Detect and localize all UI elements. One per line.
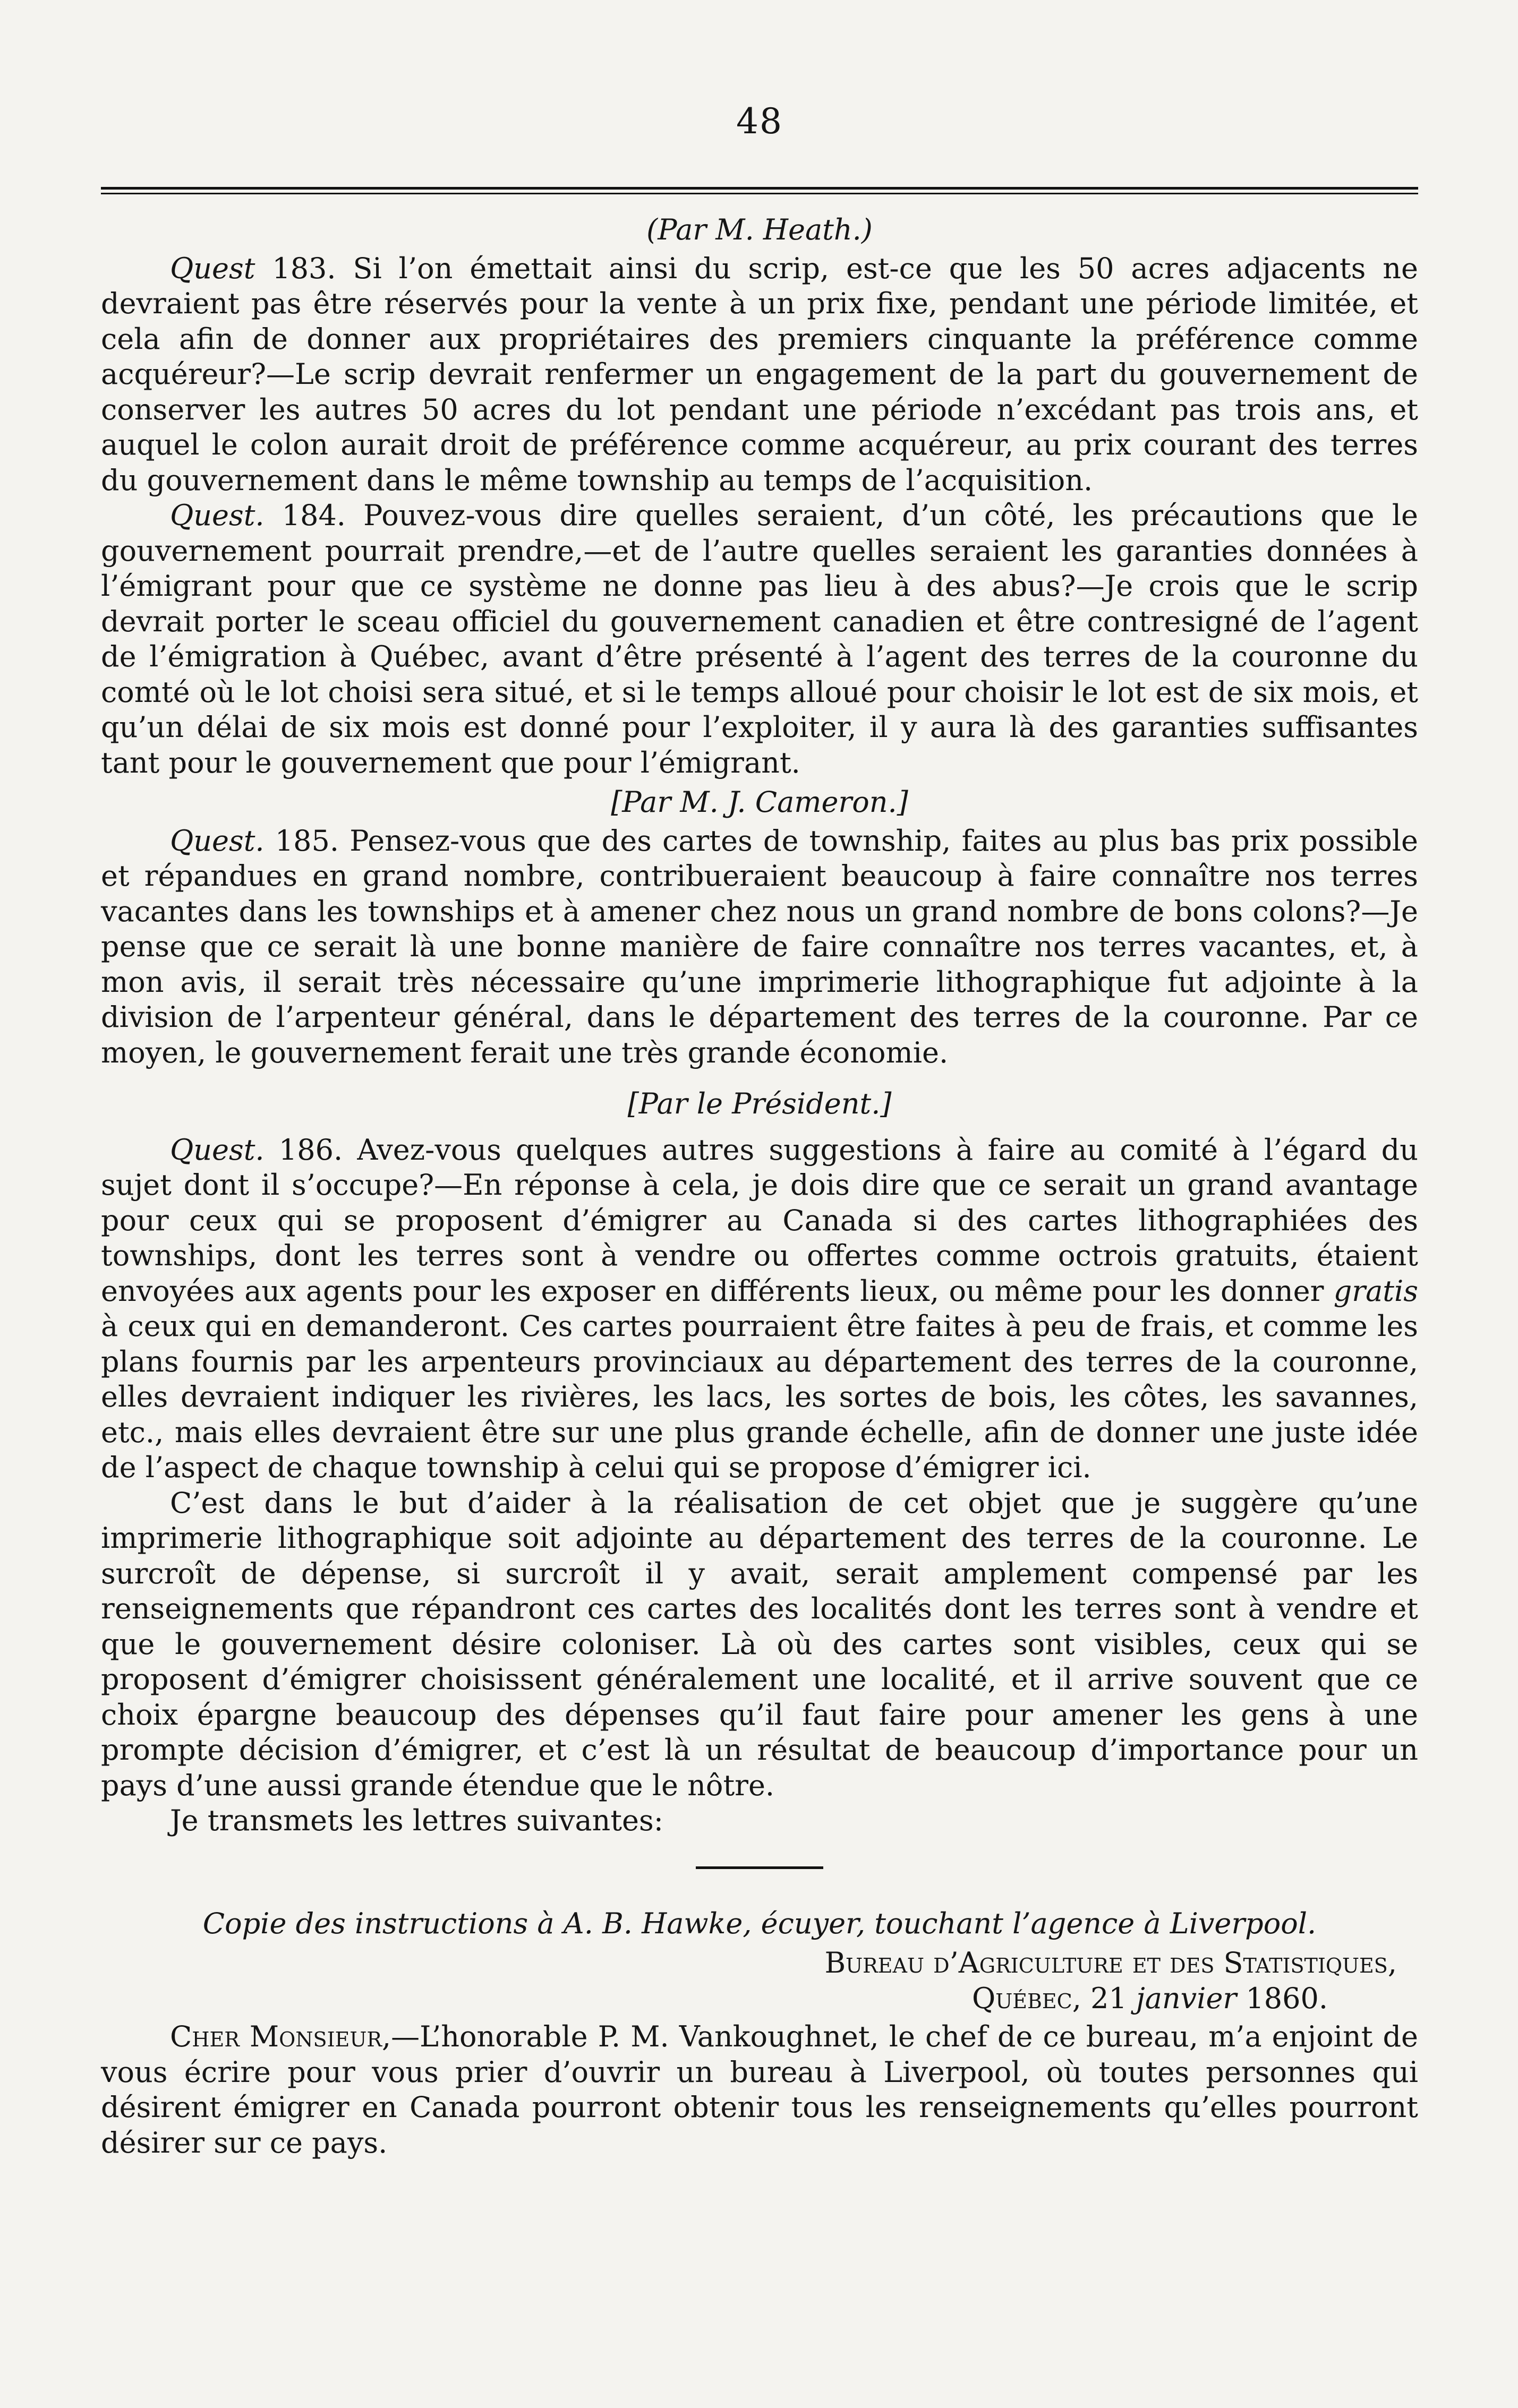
question-label: Quest. (170, 499, 265, 532)
question-label: Quest. (170, 824, 265, 858)
continuation-paragraph: C’est dans le but d’aider à la réalisation de cet objet que je suggère qu’une imprimerie lithographique soit adjointe au département des terres de la couronne. Le surcroît de dépense, si surcroît il y avait, serait amplement compensé par les renseignements que répandront ces cartes des localités dont les terres sont à vendre et que le gouvernement désire coloniser. Là où des cartes sont visibles, ceux qui se proposent d’émigrer choisissent généralement une localité, et il arrive souvent que ce choix épargne beaucoup des dépenses qu’il faut faire pour amener les gens à une prompte décision d’émigrer, et c’est là un résultat de beaucoup d’importance pour un pays d’une aussi grande étendue que le nôtre. (101, 1486, 1418, 1802)
attribution-cameron: [Par M. J. Cameron.] (611, 785, 908, 819)
page-number: 48 (736, 101, 783, 142)
question-label: Quest (170, 251, 255, 285)
dateline-day: 21 (1090, 1981, 1127, 2015)
letter-caption: Copie des instructions à A. B. Hawke, écuyer, touchant l’agence à Liverpool. (202, 1906, 1317, 1940)
question-body-part1: Avez-vous quelques autres suggestions à faire au comité à l’égard du sujet dont il s’occupe?—En réponse à cela, je dois dire que ce serait un grand avantage pour ceux qui se proposent d’émigrer au Canada si des cartes lithographiées des townships, dont les terres sont à vendre ou offertes comme octrois gratuits, étaient envoyées aux agents pour les exposer en différents lieux, ou même pour les donner (101, 1133, 1418, 1308)
question-label: Quest. (170, 1133, 265, 1167)
question-185 (101, 824, 1418, 1071)
question-body: Si l’on émettait ainsi du scrip, est-ce que les 50 acres adjacents ne devraient pas être réservés pour la vente à un prix fixe, pendant une période limitée, et cela afin de donner aux propriétaires des premiers cinquante la préférence comme acquéreur?—Le scrip devrait renfermer un engagement de la part du gouvernement de conserver les autres 50 acres du lot pendant une période n’excédant pas trois ans, et auquel le colon aurait droit de préférence comme acquéreur, au prix courant des terres du gouvernement dans le même township au temps de l’acquisition. (101, 251, 1418, 497)
dateline-place: Québec, (971, 1981, 1081, 2015)
italic-word: gratis (1333, 1274, 1418, 1308)
question-body-part2: à ceux qui en demanderont. Ces cartes pourraient être faites à peu de frais, et comme les plans fournis par les arpenteurs provinciaux au département des terres de la couronne, elles devraient indiquer les rivières, les lacs, les sortes de bois, les côtes, les savannes, etc., mais elles devraient être sur une plus grande échelle, afin de donner une juste idée de l’aspect de chaque township à celui qui se propose d’émigrer ici. (101, 1309, 1418, 1484)
question-184 (101, 498, 1418, 781)
header-rule (101, 187, 1418, 194)
letter-salutation: Cher Monsieur, (170, 2020, 391, 2053)
page-content (101, 212, 1418, 2161)
question-number: 184. (282, 499, 346, 532)
letter-dateline (101, 1981, 1418, 2017)
attribution-heath: (Par M. Heath.) (646, 213, 873, 246)
question-186 (101, 1133, 1418, 1486)
question-number: 185. (275, 824, 339, 858)
question-body: Pouvez-vous dire quelles seraient, d’un côté, les précautions que le gouvernement pourrait prendre,—et de l’autre quelles seraient les garanties données à l’émigrant pour que ce système ne donne pas lieu à des abus?—Je crois que le scrip devrait porter le sceau officiel du gouvernement canadien et être contresigné de l’agent de l’émigration à Québec, avant d’être présenté à l’agent des terres de la couronne du comté où le lot choisi sera situé, et si le temps alloué pour choisir le lot est de six mois, et qu’un délai de six mois est donné pour l’exploiter, il y aura là des garanties suffisantes tant pour le gouvernement que pour l’émigrant. (101, 499, 1418, 779)
dateline-year: 1860. (1246, 1981, 1328, 2015)
letter-bureau: Bureau d’Agriculture et des Statistiques, (824, 1946, 1397, 1979)
dateline-month: janvier (1136, 1981, 1237, 2015)
question-number: 183. (272, 251, 336, 285)
question-183 (101, 251, 1418, 499)
question-body: Pensez-vous que des cartes de township, faites au plus bas prix possible et répandues en grand nombre, contribueraient beaucoup à faire connaître nos terres vacantes dans les townships et à amener chez nous un grand nombre de bons colons?—Je pense que ce serait là une bonne manière de faire connaître nos terres vacantes, et, à mon avis, il serait très nécessaire qu’une imprimerie lithographique fut adjointe à la division de l’arpenteur général, dans le département des terres de la couronne. Par ce moyen, le gouvernement ferait une très grande économie. (101, 824, 1418, 1069)
letter-body (101, 2019, 1418, 2161)
question-number: 186. (278, 1133, 343, 1167)
letter-text: —L’honorable P. M. Vankoughnet, le chef de ce bureau, m’a enjoint de vous écrire pour vous prier d’ouvrir un bureau à Liverpool, où toutes personnes qui désirent émigrer en Canada pourront obtenir tous les renseignements qu’elles pourront désirer sur ce pays. (101, 2020, 1418, 2160)
document-page (101, 0, 1418, 2408)
section-divider (696, 1866, 823, 1869)
attribution-president: [Par le Président.] (627, 1087, 892, 1120)
transmittal-line: Je transmets les lettres suivantes: (170, 1804, 663, 1837)
